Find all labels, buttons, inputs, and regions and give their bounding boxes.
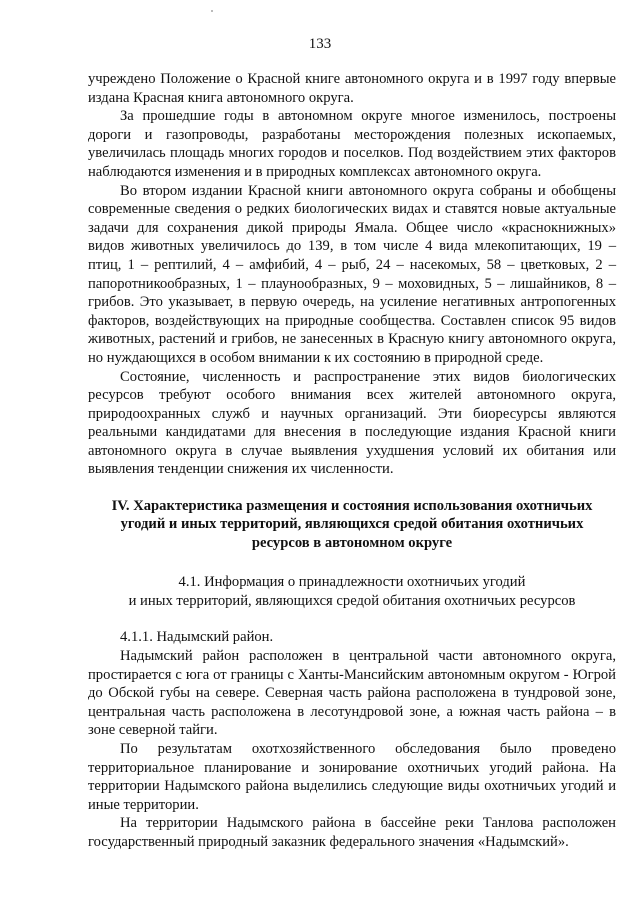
- document-body: [88, 70, 616, 852]
- paragraph-species-attention: Состояние, численность и распространение этих видов биологических ресурсов требуют особого внимания всех жителей автономного округа, природоохранных служб и научных организаций. Эти биоресурсы являются реальными кандидатами для внесения в последующие издания Красной книги автономного округа в случае выявления ухудшения условий их обитания или выявления тенденции снижения их численности.: [88, 368, 616, 478]
- paragraph-red-book-regulation: учреждено Положение о Красной книге автономного округа и в 1997 году впервые издана Красная книга автономного округа.: [88, 71, 616, 106]
- district-title: 4.1.1. Надымский район.: [120, 629, 274, 646]
- section-heading: IV. Характеристика размещения и состояния использования охотничьих угодий и иных территорий, являющихся средой обитания охотничьих ресурсов в автономном округе: [111, 498, 593, 551]
- scan-speck: [211, 10, 213, 12]
- paragraph-district-location: Надымский район расположен в центральной части автономного округа, простирается с юга от границы с Ханты-Мансийским автономным округом - Югрой до Обской губы на севере. Северная часть района расположена в тундровой зоне, центральная часть расположена в лесотундровой зоне, а южная часть района – в зоне северной тайги.: [88, 648, 616, 739]
- subsection-heading: [88, 573, 616, 610]
- paragraph-survey-results: По результатам охотхозяйственного обследования было проведено территориальное планирование и зонирование охотничьих угодий района. На территории Надымского района выделились следующие виды охотничьих угодий и иные территории.: [88, 741, 616, 813]
- paragraph-second-edition: Во втором издании Красной книги автономного округа собраны и обобщены современные сведения о редких биологических видах и ставятся новые актуальные задачи для сохранения дикой природы Ямала. Общее число «краснокнижных» видов животных увеличилось до 139, в том числе 4 вида млекопитающих, 19 – птиц, 1 – рептилий, 4 – амфибий, 4 – рыб, 24 – насекомых, 58 – цветковых, 2 – папоротникообразных, 1 – плаунообразных, 9 – моховидных, 5 – лишайников, 8 – грибов. Это указывает, в первую очередь, на усиление негативных антропогенных факторов, воздействующих на природные сообщества. Составлен список 95 видов животных, растений и грибов, не занесенных в Красную книгу автономного округа, но нуждающихся в особом внимании к их состоянию в природной среде.: [88, 182, 616, 366]
- paragraph-changes: За прошедшие годы в автономном округе многое изменилось, построены дороги и газопроводы, разработаны месторождения полезных ископаемых, увеличилась площадь многих городов и поселков. Под воздействием этих факторов наблюдаются изменения и в природных комплексах автономного округа.: [88, 108, 616, 180]
- subsection-heading-line2: и иных территорий, являющихся средой обитания охотничьих ресурсов: [128, 592, 576, 609]
- page-number: 133: [308, 36, 332, 52]
- subsection-heading-line1: 4.1. Информация о принадлежности охотничьих угодий: [178, 574, 526, 591]
- paragraph-nature-reserve: На территории Надымского района в бассейне реки Танлова расположен государственный природный заказник федерального значения «Надымский».: [88, 815, 616, 850]
